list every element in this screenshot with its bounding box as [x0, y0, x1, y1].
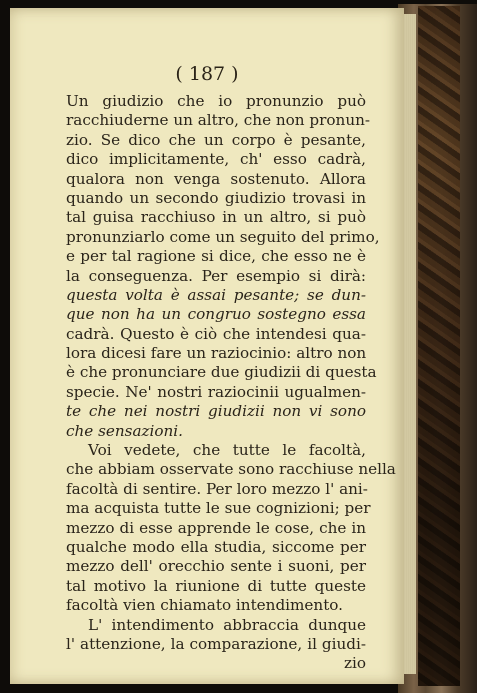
text-line: pronunziarlo come un seguito del primo, — [66, 227, 380, 246]
text-line: che abbiam osservate sono racchiuse nella — [66, 460, 396, 479]
text-line: specie. Ne' nostri raziocinii ugualmen- — [66, 382, 366, 401]
text-line: Voi vedete, che tutte le facoltà, — [88, 441, 366, 460]
text-line: l' attenzione, la comparazione, il giudi- — [66, 634, 366, 653]
text-line: racchiuderne un altro, che non pronun- — [66, 111, 371, 130]
text-line: te che nei nostri giudizii non vi sono — [66, 402, 366, 421]
text-line: questa volta è assai pesante; se dun- — [66, 285, 366, 304]
text-line: lora dicesi fare un raziocinio: altro non — [66, 344, 367, 363]
page-number: ( 187 ) — [175, 63, 239, 85]
text-line: tal guisa racchiuso in un altro, si può — [66, 208, 366, 227]
text-line: quando un secondo giudizio trovasi in — [66, 188, 366, 207]
text-line: cadrà. Questo è ciò che intendesi qua- — [66, 324, 366, 343]
catchword: zio — [343, 654, 366, 673]
text-line: la conseguenza. Per esempio si dirà: — [66, 266, 366, 285]
text-line: facoltà vien chiamato intendimento. — [66, 596, 344, 615]
text-line: que non ha un congruo sostegno essa — [66, 305, 366, 324]
text-line: L' intendimento abbraccia dunque — [88, 615, 366, 634]
text-line: qualche modo ella studia, siccome per — [66, 537, 366, 556]
body-text — [66, 92, 396, 674]
text-line: Un giudizio che io pronunzio può — [66, 92, 366, 110]
text-line: qualora non venga sostenuto. Allora — [66, 169, 366, 188]
text-line: zio. Se dico che un corpo è pesante, — [66, 130, 366, 149]
text-line: e per tal ragione si dice, che esso ne è — [66, 247, 366, 266]
book-page — [10, 8, 404, 684]
page-fore-edge — [404, 14, 416, 674]
text-line: ma acquista tutte le sue cognizioni; per — [66, 499, 371, 518]
text-line: che sensazioni. — [66, 421, 183, 440]
text-line: mezzo dell' orecchio sente i suoni, per — [66, 557, 366, 576]
marbled-edge — [418, 6, 460, 686]
text-line: facoltà di sentire. Per loro mezzo l' ani- — [66, 479, 368, 498]
text-line: è che pronunciare due giudizii di questa — [66, 363, 377, 382]
text-line: dico implicitamente, ch' esso cadrà, — [66, 150, 366, 169]
text-line: mezzo di esse apprende le cose, che in — [66, 518, 366, 537]
text-line: tal motivo la riunione di tutte queste — [66, 576, 366, 595]
